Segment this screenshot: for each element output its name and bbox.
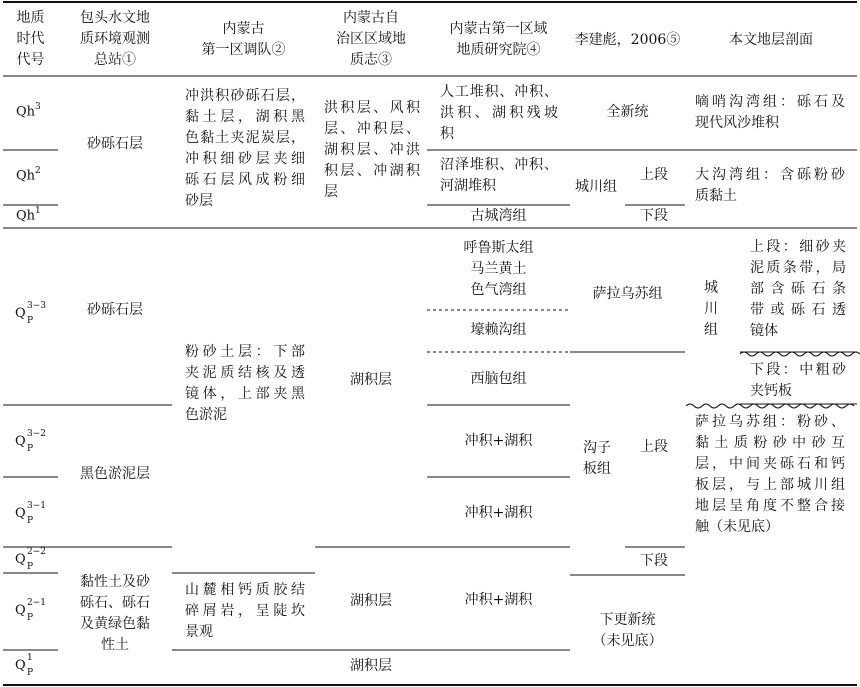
col6-chengchuan: 城川组 [575,179,617,195]
code-qh1 [16,207,41,223]
header-col4-line: 质志③ [350,52,392,68]
header-col2-line: 总站① [94,52,136,68]
code-sup: 3−2 [27,429,46,439]
col3-piedmont [185,580,305,643]
code-qh2 [16,167,41,183]
col7-line: 部含砾石条 [750,281,846,297]
col2-gravel-holocene: 砂砾石层 [87,136,143,152]
col5-xinaobao: 西脑包组 [470,371,527,387]
col5-line: 积 [440,126,454,142]
code-base: Q [15,306,26,321]
col6-line: 板组 [583,461,611,477]
col7-line: 下段：中粗砂 [750,362,846,378]
col3-line: 碎屑岩，呈陡坎 [185,603,305,619]
col7-line: 板层，与上部城川组 [695,477,845,493]
col3-line: 粉砂土层：下部 [185,344,305,360]
code-qh3 [16,103,41,119]
col7-line: 夹钙板 [750,383,792,399]
col5-qh2 [440,155,558,197]
col7-qh2 [695,165,845,207]
col7-line: 镜体 [750,323,778,339]
code-sup: 2−2 [27,547,46,557]
header-col2-line: 质环境观测 [80,31,150,47]
code-qp33 [3,300,47,330]
col7-line: 组 [704,322,718,338]
code-base: Q [15,506,26,521]
col7-upper-member [750,237,846,342]
col6-gz-upper: 上段 [640,439,668,455]
col5-line: 洪积、湖积残坡 [440,105,558,121]
header-col3-line: 第一区调队② [201,42,286,58]
col4-line: 洪积层、风积 [324,100,420,116]
col3-line: 山麓相钙质胶结 [185,582,305,598]
code-qp31 [3,500,47,530]
col6-upper-member: 上段 [640,167,668,183]
header-col2-line: 包头水文地 [80,10,150,26]
code-sub: P [27,444,34,454]
code-sup: 2 [35,166,41,176]
col3-line: 冲积细砂层夹细 [185,151,305,167]
code-sup: 2−1 [27,598,46,608]
code-qp22 [3,546,47,576]
col6-line: 下更新统 [599,612,656,628]
col5-alluvial-upper: 冲积+湖积 [464,433,533,449]
header-col4 [315,8,427,71]
col3-line: 夹泥质结核及透 [185,365,305,381]
col7-line: 川 [704,301,718,317]
col7-line: 城 [704,280,718,296]
col7-qh3 [695,92,845,134]
col3-line: 黏土层，湖积黑 [185,109,305,125]
col3-line: 冲洪积砂砾石层， [185,88,305,104]
col5-line: 河湖堆积 [440,178,496,194]
col5-line: 马兰黄土 [470,261,527,277]
col2-black-silt: 黑色淤泥层 [80,466,150,482]
col2-gravel-upper: 砂砾石层 [87,302,143,318]
col6-lower-member: 下段 [640,208,668,224]
header-col3-line: 内蒙古 [222,21,265,37]
code-sub: P [27,562,34,572]
header-col4-line: 内蒙古自 [343,10,399,26]
col5-line: 沼泽堆积、冲积、 [440,157,558,173]
col7-line: 上段：细砂夹 [750,239,846,255]
code-qp21 [3,597,47,627]
col7-line: 地层呈角度不整合接 [695,498,845,514]
header-col4-line: 治区区域地 [336,31,406,47]
header-col5-line: 地质研究院④ [456,42,541,58]
code-sub: P [27,316,34,326]
col2-clay-line: 及黄绿色黏 [80,616,150,632]
code-qp1 [3,652,47,682]
col7-chengchuan-vertical [700,278,722,341]
code-qp32 [3,428,47,458]
col5-alluvial-middle: 冲积+湖积 [464,505,533,521]
header-col1-line: 时代 [16,31,45,47]
col6-quanxin: 全新统 [606,104,649,120]
col7-lower-member [750,360,846,402]
col5-line: 呼鲁斯太组 [463,240,534,256]
code-sup: 1 [27,653,33,663]
code-sup: 3 [35,102,41,112]
code-base: Q [15,552,26,567]
col3-line: 镜体，上部夹黑 [185,386,305,402]
col7-line: 现代风沙堆积 [695,115,779,131]
col2-clay [58,572,172,656]
col3-silt [185,342,305,426]
code-sub: P [27,668,34,678]
col4-lake-middle: 湖积层 [350,593,392,609]
code-sup: 3−3 [27,301,46,311]
col4-line: 积层、冲湖积 [324,163,420,179]
code-base: Qh [16,168,36,184]
col5-alluvial-lower: 冲积+湖积 [464,592,533,608]
header-col5 [427,19,570,61]
col3-line: 色淤泥 [185,407,227,423]
code-sub: P [27,613,34,623]
col7-line: 大沟湾组：含砾粉砂 [695,167,845,183]
col5-haolaigou: 壕赖沟组 [470,322,527,338]
col5-salawusu-group [427,238,570,301]
col3-line: 色黏土夹泥炭层， [185,130,305,146]
col4-holocene [324,98,420,203]
code-sup: 1 [35,206,41,216]
col3-line: 砾石层风成粉细 [185,172,305,188]
col7-line: 萨拉乌苏组：粉砂、 [695,414,845,430]
header-col7: 本文地层剖面 [729,32,813,48]
header-col1-line: 地质 [16,10,45,26]
code-base: Q [15,603,26,618]
header-col6: 李建彪，2006⑤ [574,32,681,48]
col7-line: 泥质条带，局 [750,260,846,276]
col5-line: 人工堆积、冲积、 [440,84,558,100]
col7-line: 质黏土 [695,188,737,204]
col7-line: 带或砾石透 [750,302,846,318]
col2-clay-line: 砾石、砾石 [80,595,150,611]
code-base: Qh [16,104,36,120]
col2-clay-line: 性土 [101,637,129,653]
col6-lower-pleistocene [570,610,685,652]
col4-line: 层、冲积层、 [324,121,420,137]
col4-lake-upper: 湖积层 [350,372,392,388]
col3-line: 景观 [185,624,213,640]
code-sub: P [27,516,34,526]
col7-line: 黏土质粉砂中砂互 [695,435,845,451]
col3-holocene [185,86,305,212]
code-base: Qh [16,208,36,224]
col5-line: 色气湾组 [470,282,527,298]
header-col1 [3,8,58,71]
col6-line: 沟子 [583,440,611,456]
header-col2 [58,8,172,71]
header-col3 [172,19,315,61]
col4-line: 湖积层、冲洪 [324,142,420,158]
col6-line: （未见底） [592,633,663,649]
col7-line: 触（未见底） [695,519,779,535]
col3-line: 砂层 [185,193,213,209]
code-sup: 3−1 [27,501,46,511]
col6-gouziban [583,438,611,480]
col5-gucheng: 古城湾组 [470,208,527,224]
col6-salawusu: 萨拉乌苏组 [592,286,663,302]
col7-salawusu [695,412,845,538]
code-base: Q [15,658,26,673]
col5-qh3 [440,82,558,145]
header-col5-line: 内蒙古第一区域 [449,21,548,37]
col7-line: 层，中间夹砾石和钙 [695,456,845,472]
col4-line: 层 [324,184,338,200]
col2-clay-line: 黏性土及砂 [80,574,150,590]
header-col1-line: 代号 [16,52,45,68]
col6-gz-lower: 下段 [640,553,668,569]
code-base: Q [15,434,26,449]
col7-line: 嘀哨沟湾组：砾石及 [695,94,845,110]
col4-lake-lower: 湖积层 [350,658,392,674]
